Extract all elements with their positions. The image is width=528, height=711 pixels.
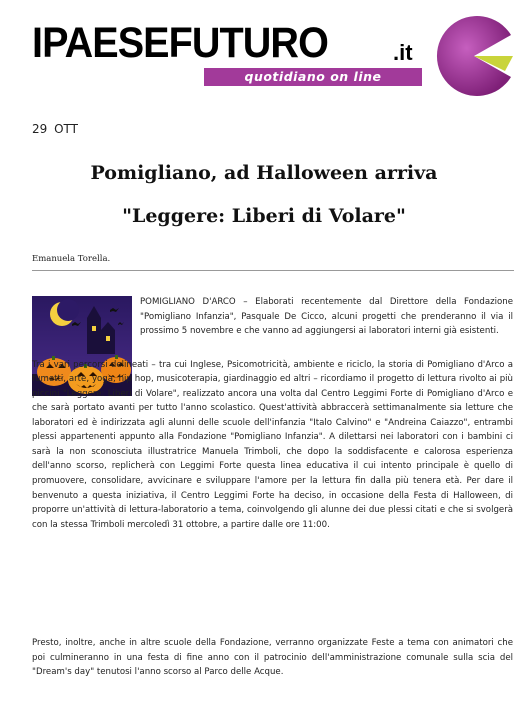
pacman-logo-icon: [433, 15, 515, 97]
article-author: Emanuela Torella.: [32, 254, 111, 264]
site-tagline: quotidiano on line: [204, 68, 422, 86]
site-logo-text[interactable]: IPAESEFUTURO: [32, 19, 328, 67]
article-date: 29 OTT: [32, 122, 78, 136]
article-paragraph-3: Presto, inoltre, anche in altre scuole della Fondazione, verranno organizzate Feste a tema con animatori che poi culmineranno in una festa di fine anno con il patrocinio dell'amministrazione comunale sulla scia del "Dream's day" tenutosi l'anno scorso al Parco delle Acque.: [32, 638, 513, 678]
site-logo-suffix: .it: [393, 40, 413, 65]
masthead: [0, 0, 528, 110]
article-paragraph-1: POMIGLIANO D'ARCO – Elaborati recentemente dal Direttore della Fondazione "Pomigliano Infanzia", Pasquale De Cicco, alcuni progetti che prenderanno il via il prossimo 5 novembre e che vanno ad aggiungersi ai laboratori interni già esistenti.: [140, 297, 513, 337]
article-paragraph-2: Tra i vari percorsi delineati – tra cui Inglese, Psicomotricità, ambiente e riciclo, la storia di Pomigliano d'Arco a fumetti, arte, yoga, hip hop, musicoterapia, giardinaggio ed altri – ricordiamo il progetto di lettura rivolto ai più piccini "Leggere: Liberi di Volare", realizzato ancora una volta dal Centro Leggimi Forte di Pomigliano d'Arco e che sarà portato avanti per tutto l'anno scolastico. Quest'attività abbraccerà settimanalmente sia letture che laboratori ed è indirizzata agli alunni delle scuole dell'infanzia "Italo Calvino" e "Andreina Caiazzo", entrambi plessi appartenenti appunto alla Fondazione "Pomigliano Infanzia". A dilettarsi nei laboratori con i bambini ci sarà la non sconosciuta illustratrice Manuela Trimboli, che dopo la soddisfacente e calorosa esperienza dell'anno scorso, replicherà con Leggimi Forte questa linea educativa il cui intento principale è quello di promuovere, consolidare, avvicinare e sviluppare l'amore per la lettura fin dalla più tenera età. Per dare il benvenuto a questa iniziativa, il Centro Leggimi Forte ha deciso, in occasione della Festa di Halloween, di proporre un'attività di lettura-laboratorio a tema, coinvolgendo gli alunne dei due plessi citati e che si svolgerà con la stessa Trimboli mercoledì 31 ottobre, a partire dalle ore 11:00.: [32, 359, 513, 530]
article-body: [32, 295, 513, 532]
divider: [32, 270, 514, 271]
article-title-line-1: Pomigliano, ad Halloween arriva: [90, 162, 438, 184]
article-title-line-2: "Leggere: Liberi di Volare": [122, 205, 406, 227]
